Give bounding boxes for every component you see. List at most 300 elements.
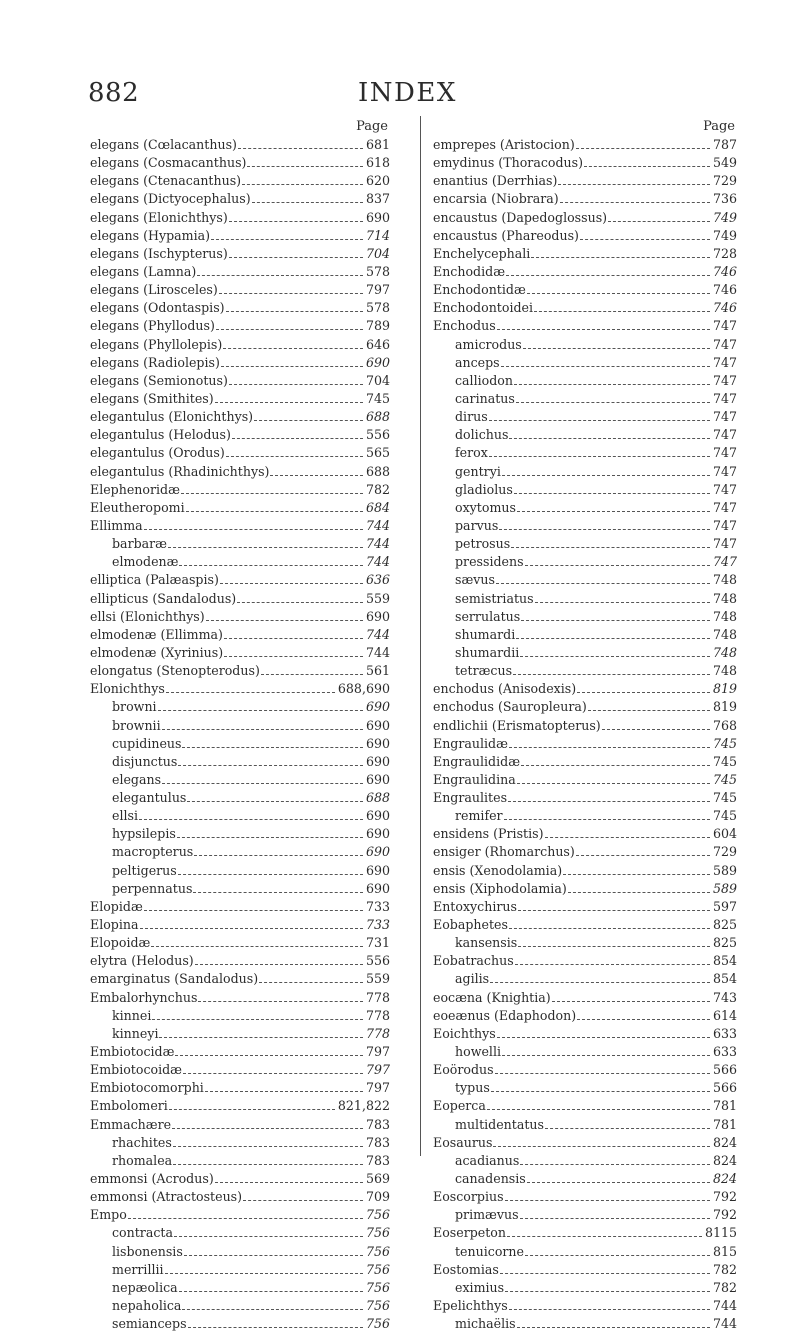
dot-leader (563, 874, 710, 875)
entry-page-number: 825 (712, 917, 737, 933)
entry-page-number: 756 (365, 1316, 390, 1332)
dot-leader (169, 1109, 335, 1110)
entry-term: Elopidæ (90, 898, 143, 914)
entry-page-number: 746 (712, 263, 737, 279)
dot-leader (516, 638, 710, 639)
entry-term: typus (455, 1080, 490, 1096)
entry-page-number: 736 (712, 191, 737, 207)
index-subentry (433, 1279, 737, 1297)
index-subentry (90, 1243, 390, 1261)
entry-term: pressidens (455, 554, 524, 570)
dot-leader (495, 1073, 710, 1074)
entry-term: peltigerus (112, 862, 177, 878)
entry-page-number: 744 (712, 1298, 737, 1313)
entry-page-number: 729 (712, 173, 737, 189)
dot-leader (224, 656, 363, 657)
index-subentry (90, 843, 390, 861)
index-subentry (433, 499, 737, 517)
dot-leader (166, 692, 335, 693)
entry-term: dirus (455, 409, 488, 425)
entry-term: Epelichthys (433, 1298, 508, 1313)
entry-term: ellsi (Elonichthys) (90, 608, 205, 624)
entry-term: Eoserpeton (433, 1225, 506, 1241)
dot-leader (514, 384, 710, 385)
dot-leader (525, 565, 710, 566)
entry-term: elegantulus (Orodus) (90, 445, 225, 461)
index-entry (90, 517, 390, 535)
entry-term: Eosaurus (433, 1134, 493, 1150)
index-subentry (433, 408, 737, 426)
entry-term: elongatus (Stenopterodus) (90, 663, 260, 679)
index-entry (90, 444, 390, 462)
dot-leader (509, 928, 710, 929)
entry-term: merrillii (112, 1261, 164, 1277)
index-entry (433, 245, 737, 263)
index-entry (433, 227, 737, 245)
dot-leader (545, 1128, 710, 1129)
entry-term: carinatus (455, 390, 515, 406)
entry-page-number: 688 (365, 409, 390, 425)
dot-leader (187, 801, 363, 802)
entry-page-number: 690 (365, 717, 390, 733)
entry-page-number: 854 (712, 971, 737, 987)
entry-term: Embolomeri (90, 1098, 168, 1114)
running-header (0, 78, 800, 108)
entry-page-number: 745 (712, 808, 737, 824)
entry-page-number: 704 (365, 372, 390, 388)
dot-leader (505, 1291, 710, 1292)
entry-page-number: 681 (365, 137, 390, 152)
dot-leader (521, 765, 710, 766)
dot-leader (497, 329, 710, 330)
entry-term: gladiolus (455, 481, 513, 497)
dot-leader (179, 565, 362, 566)
index-entry (433, 680, 737, 698)
index-subentry (433, 553, 737, 571)
dot-leader (238, 148, 363, 149)
entry-page-number: 782 (365, 481, 390, 497)
entry-term: shumardi (455, 626, 516, 642)
entry-page-number: 688 (365, 463, 390, 479)
column-heading-page: Page (703, 119, 735, 134)
entry-page-number: 782 (712, 1261, 737, 1277)
entry-page-number: 748 (712, 608, 737, 624)
dot-leader (184, 1255, 363, 1256)
entry-term: multidentatus (455, 1116, 544, 1132)
index-entry (433, 880, 737, 898)
dot-leader (215, 1182, 363, 1183)
entry-term: emydinus (Thoracodus) (433, 155, 584, 171)
dot-leader (205, 1091, 363, 1092)
entry-page-number: 825 (712, 935, 737, 951)
entry-page-number: 745 (712, 771, 737, 787)
entry-page-number: 688,690 (337, 681, 390, 697)
dot-leader (517, 783, 710, 784)
entry-page-number: 797 (365, 1080, 390, 1096)
dot-leader (177, 837, 363, 838)
index-entry (90, 590, 390, 608)
entry-page-number: 819 (712, 699, 737, 715)
dot-leader (152, 1019, 363, 1020)
entry-page-number: 633 (712, 1025, 737, 1041)
entry-term: petrosus (455, 536, 511, 552)
entry-term: Ellimma (90, 517, 143, 533)
index-subentry (433, 970, 737, 988)
index-subentry (90, 735, 390, 753)
dot-leader (576, 855, 710, 856)
dot-leader (226, 456, 363, 457)
index-subentry (433, 481, 737, 499)
index-entry (433, 172, 737, 190)
dot-leader (144, 910, 363, 911)
index-subentry (433, 934, 737, 952)
entry-term: elegans (Semionotus) (90, 372, 228, 388)
entry-term: parvus (455, 517, 499, 533)
entry-term: cupidineus (112, 735, 182, 751)
index-entry (90, 571, 390, 589)
dot-leader (182, 1309, 363, 1310)
entry-page-number: 749 (712, 209, 737, 225)
dot-leader (159, 1037, 362, 1038)
dot-leader (487, 1109, 710, 1110)
dot-leader (179, 1291, 363, 1292)
column-heading-page: Page (356, 119, 388, 134)
entry-page-number: 783 (365, 1152, 390, 1168)
index-subentry (433, 426, 737, 444)
dot-leader (576, 148, 710, 149)
dot-leader (568, 892, 710, 893)
index-entry (433, 154, 737, 172)
entry-term: elegans (Cosmacanthus) (90, 155, 247, 171)
index-entry (433, 1261, 737, 1279)
entry-term: elytra (Helodus) (90, 953, 194, 969)
dot-leader (535, 602, 710, 603)
dot-leader (497, 1037, 710, 1038)
index-subentry (433, 444, 737, 462)
entry-term: remifer (455, 808, 503, 824)
entry-term: emarginatus (Sandalodus) (90, 971, 259, 987)
entry-page-number: 566 (712, 1062, 737, 1078)
entry-term: Eostomias (433, 1261, 499, 1277)
dot-leader (223, 348, 363, 349)
entry-page-number: 690 (365, 862, 390, 878)
entry-term: Eleutheropomi (90, 499, 185, 515)
index-subentry (90, 717, 390, 735)
entry-term: Enchodontoidei (433, 300, 534, 316)
entry-page-number: 565 (365, 445, 390, 461)
index-entry (90, 626, 390, 644)
index-entry (90, 989, 390, 1007)
dot-leader (489, 456, 710, 457)
entry-page-number: 778 (365, 1007, 390, 1023)
entry-term: Enchelycephali (433, 245, 531, 261)
entry-term: ensiger (Rhomarchus) (433, 844, 575, 860)
dot-leader (496, 583, 710, 584)
entry-term: Engraulidina (433, 771, 516, 787)
entry-term: dolichus (455, 427, 509, 443)
index-subentry (433, 1043, 737, 1061)
entry-page-number: 744 (365, 554, 390, 570)
entry-term: Elopina (90, 917, 139, 933)
entry-page-number: 747 (712, 481, 737, 497)
entry-term: Entoxychirus (433, 898, 517, 914)
entry-page-number: 684 (365, 499, 390, 515)
dot-leader (197, 275, 363, 276)
dot-leader (229, 221, 363, 222)
dot-leader (168, 547, 363, 548)
entry-page-number: 559 (365, 590, 390, 606)
index-subentry (90, 1007, 390, 1025)
index-entry (90, 1061, 390, 1079)
entry-page-number: 744 (365, 536, 390, 552)
dot-leader (188, 1327, 363, 1328)
entry-page-number: 744 (712, 1316, 737, 1332)
dot-leader (173, 1146, 363, 1147)
index-entry (433, 771, 737, 789)
dot-leader (608, 221, 710, 222)
entry-term: elegantulus (Elonichthys) (90, 409, 254, 425)
dot-leader (259, 982, 363, 983)
entry-term: michaëlis (455, 1316, 516, 1332)
entry-page-number: 690 (365, 608, 390, 624)
dot-leader (499, 529, 710, 530)
dot-leader (500, 1273, 710, 1274)
entry-term: elegans (Odontaspis) (90, 300, 225, 316)
entry-term: primævus (455, 1207, 519, 1223)
dot-leader (221, 366, 363, 367)
dot-leader (242, 184, 363, 185)
entry-page-number: 821,822 (337, 1098, 390, 1114)
entry-term: Enchodontidæ (433, 282, 526, 298)
entry-page-number: 578 (365, 300, 390, 316)
dot-leader (162, 783, 363, 784)
index-subentry (90, 535, 390, 553)
entry-term: Engraulites (433, 790, 508, 806)
entry-term: Eoörodus (433, 1062, 494, 1078)
index-subentry (433, 807, 737, 825)
entry-term: acadianus (455, 1152, 520, 1168)
entry-page-number: 746 (712, 300, 737, 316)
entry-page-number: 690 (365, 735, 390, 751)
index-entry (433, 952, 737, 970)
entry-term: oxytomus (455, 499, 516, 515)
entry-term: browni (112, 699, 157, 715)
entry-page-number: 745 (712, 790, 737, 806)
dot-leader (254, 420, 363, 421)
dot-leader (243, 1200, 363, 1201)
entry-page-number: 778 (365, 989, 390, 1005)
dot-leader (513, 674, 710, 675)
entry-term: elegans (Phyllodus) (90, 318, 215, 334)
entry-term: encarsia (Niobrara) (433, 191, 559, 207)
entry-page-number: 556 (365, 427, 390, 443)
dot-leader (181, 493, 363, 494)
index-entry (90, 245, 390, 263)
index-entry (90, 1170, 390, 1188)
entry-term: serrulatus (455, 608, 521, 624)
entry-page-number: 714 (365, 227, 390, 243)
entry-page-number: 709 (365, 1189, 390, 1205)
dot-leader (220, 583, 363, 584)
index-entry (433, 1025, 737, 1043)
index-subentry (433, 1116, 737, 1134)
entry-page-number: 704 (365, 245, 390, 261)
entry-term: elegantulus (Rhadinichthys) (90, 463, 270, 479)
index-column-left (90, 118, 390, 1333)
index-subentry (90, 771, 390, 789)
entry-term: Enchodus (433, 318, 496, 334)
entry-term: elmodenæ (Xyrinius) (90, 644, 224, 660)
index-entry (90, 136, 390, 154)
entry-term: Embiotocidæ (90, 1044, 175, 1060)
index-entry (433, 299, 737, 317)
entry-page-number: 618 (365, 155, 390, 171)
index-subentry (433, 517, 737, 535)
entry-term: amicrodus (455, 336, 522, 352)
entry-page-number: 747 (712, 517, 737, 533)
dot-leader (216, 329, 363, 330)
dot-leader (186, 511, 363, 512)
dot-leader (178, 874, 363, 875)
entry-page-number: 747 (712, 427, 737, 443)
entry-term: elegans (Smithites) (90, 390, 214, 406)
index-entry (433, 789, 737, 807)
entry-term: ellipticus (Sandalodus) (90, 590, 237, 606)
dot-leader (552, 1001, 710, 1002)
index-entry (90, 281, 390, 299)
dot-leader (534, 311, 710, 312)
index-subentry (90, 553, 390, 571)
entry-term: Elephenoridæ (90, 481, 180, 497)
entry-page-number: 636 (365, 572, 390, 588)
entry-page-number: 748 (712, 572, 737, 588)
entry-term: endlichii (Erismatopterus) (433, 717, 601, 733)
dot-leader (232, 438, 363, 439)
entry-page-number: 589 (712, 880, 737, 896)
entry-page-number: 690 (365, 808, 390, 824)
dot-leader (173, 1164, 363, 1165)
entry-term: agilis (455, 971, 490, 987)
entry-term: ferox (455, 445, 488, 461)
dot-leader (193, 892, 363, 893)
entry-page-number: 854 (712, 953, 737, 969)
entry-page-number: 744 (365, 626, 390, 642)
dot-leader (128, 1218, 363, 1219)
dot-leader (509, 747, 710, 748)
entry-term: emmonsi (Acrodus) (90, 1171, 214, 1187)
entry-page-number: 756 (365, 1261, 390, 1277)
entry-term: enchodus (Sauropleura) (433, 699, 587, 715)
dot-leader (511, 547, 710, 548)
entry-term: ellsi (112, 808, 138, 824)
entry-page-number: 633 (712, 1044, 737, 1060)
entry-term: ensis (Xiphodolamia) (433, 880, 567, 896)
index-entry (433, 317, 737, 335)
entry-term: elegans (Lamna) (90, 263, 197, 279)
entry-term: elegans (Elonichthys) (90, 209, 228, 225)
dot-leader (182, 747, 362, 748)
entry-term: elegantulus (112, 790, 187, 806)
entry-term: elegans (Phyllolepis) (90, 336, 223, 352)
entry-page-number: 578 (365, 263, 390, 279)
index-entry (90, 499, 390, 517)
dot-leader (183, 1073, 363, 1074)
entry-page-number: 748 (712, 626, 737, 642)
index-subentry (433, 626, 737, 644)
dot-leader (195, 964, 363, 965)
dot-leader (520, 656, 710, 657)
entry-term: kinneyi (112, 1025, 159, 1041)
entry-term: eocæna (Knightia) (433, 989, 551, 1005)
index-entry (433, 263, 737, 281)
entry-page-number: 781 (712, 1098, 737, 1114)
running-head-title: INDEX (358, 78, 457, 108)
entry-term: elegans (Radiolepis) (90, 354, 220, 370)
entry-term: enchodus (Anisodexis) (433, 681, 577, 697)
dot-leader (527, 293, 710, 294)
index-entry (90, 390, 390, 408)
entry-page-number: 556 (365, 953, 390, 969)
index-entry (433, 209, 737, 227)
index-entry (90, 952, 390, 970)
dot-leader (577, 1019, 710, 1020)
dot-leader (521, 620, 710, 621)
entry-page-number: 745 (712, 753, 737, 769)
index-entry (90, 680, 390, 698)
entry-page-number: 729 (712, 844, 737, 860)
entry-term: howelli (455, 1044, 502, 1060)
entry-page-number: 589 (712, 862, 737, 878)
entry-page-number: 781 (712, 1116, 737, 1132)
entry-term: elegantulus (Helodus) (90, 427, 231, 443)
entry-term: brownii (112, 717, 161, 733)
index-subentry (90, 807, 390, 825)
index-entry (90, 916, 390, 934)
dot-leader (229, 384, 363, 385)
dot-leader (516, 402, 710, 403)
entry-term: perpennatus (112, 880, 193, 896)
entry-term: kinnei (112, 1007, 152, 1023)
index-subentry (90, 862, 390, 880)
dot-leader (520, 1218, 710, 1219)
entry-page-number: 824 (712, 1134, 737, 1150)
entry-page-number: 748 (712, 590, 737, 606)
entry-term: enantius (Derrhias) (433, 173, 558, 189)
index-subentry (433, 372, 737, 390)
index-entry (90, 1043, 390, 1061)
entry-term: nepaholica (112, 1298, 182, 1313)
index-subentry (433, 571, 737, 589)
entry-page-number: 604 (712, 826, 737, 842)
entry-term: Embiotocoidæ (90, 1062, 183, 1078)
dot-leader (515, 964, 710, 965)
entry-page-number: 748 (712, 644, 737, 660)
entry-page-number: 733 (365, 898, 390, 914)
entry-page-number: 731 (365, 935, 390, 951)
index-subentry (433, 390, 737, 408)
dot-leader (215, 402, 363, 403)
entry-term: semianceps (112, 1316, 187, 1332)
index-entry (90, 644, 390, 662)
entry-term: elmodenæ (Ellimma) (90, 626, 223, 642)
entry-term: nepæolica (112, 1279, 178, 1295)
dot-leader (518, 910, 710, 911)
entry-term: Eoperca (433, 1098, 486, 1114)
index-entry (90, 263, 390, 281)
index-entry (90, 662, 390, 680)
page-number: 882 (88, 78, 140, 108)
entry-page-number: 782 (712, 1279, 737, 1295)
